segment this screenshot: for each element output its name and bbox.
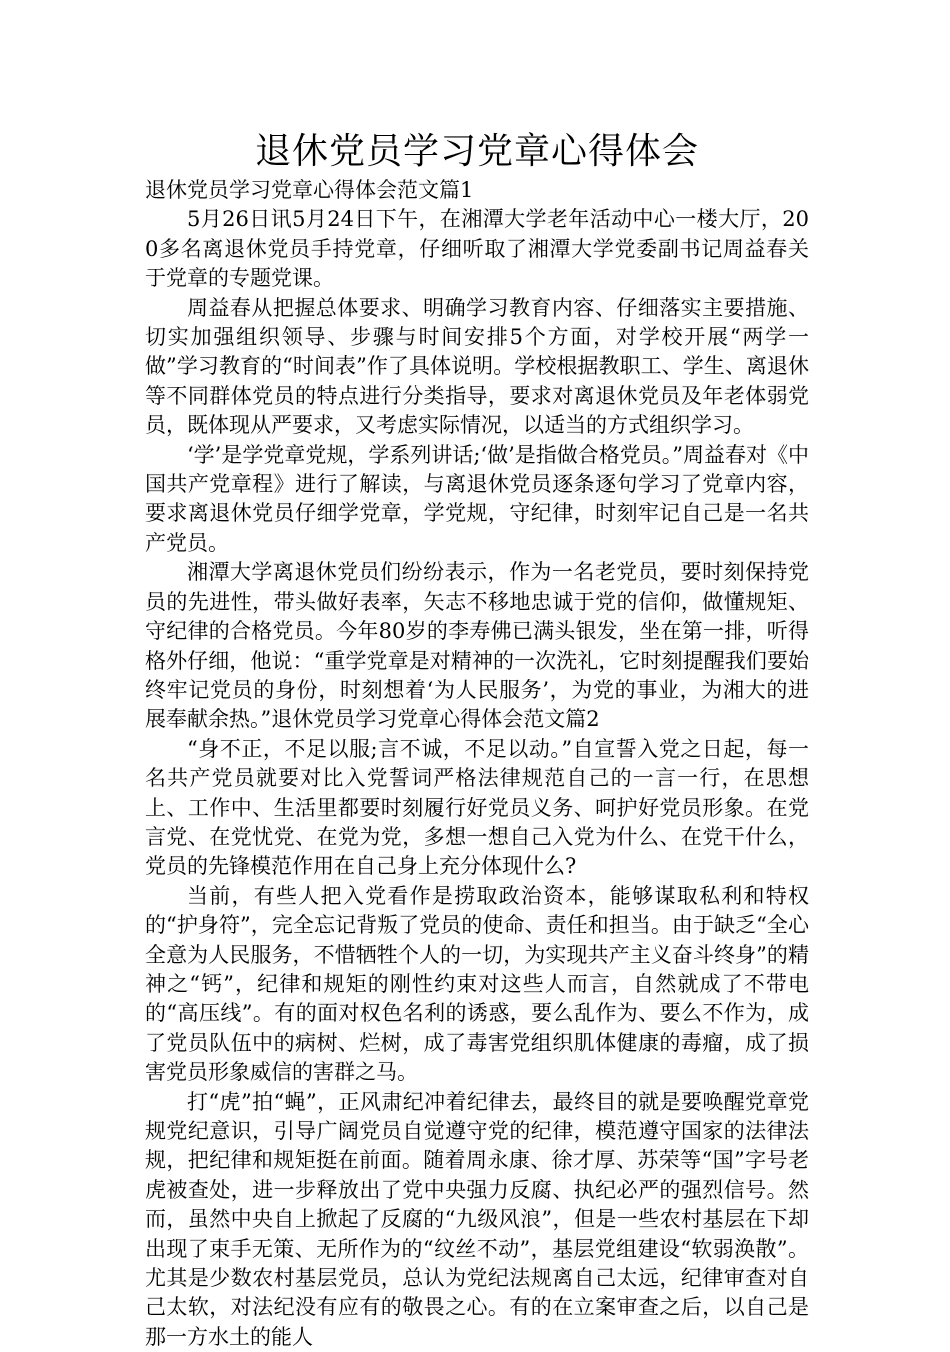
paragraph: 周益春从把握总体要求、明确学习教育内容、仔细落实主要措施、切实加强组织领导、步骤与时间安排5个方面，对学校开展“两学一做”学习教育的“时间表”作了具体说明。学校根据教职工、学生、离退休等不同群体党员的特点进行分类指导，要求对离退休党员及年老体弱党员，既体现从严要求，又考虑实际情况，以适当的方式组织学习。 [145,295,809,438]
paragraph: ‘学’是学党章党规，学系列讲话;‘做’是指做合格党员。”周益春对《中国共产党章程》进行了解读，与离退休党员逐条逐句学习了党章内容，要求离退休党员仔细学党章，学党规，守纪律，时刻牢记自己是一名共产党员。 [145,442,810,555]
paragraph: 湘潭大学离退休党员们纷纷表示，作为一名老党员，要时刻保持党员的先进性，带头做好表率，矢志不移地忠诚于党的信仰，做懂规矩、守纪律的合格党员。今年80岁的李寿佛已满头银发，坐在第一排，听得格外仔细，他说：“重学党章是对精神的一次洗礼，它时刻提醒我们要始终牢记党员的身份，时刻想着‘为人民服务’，为党的事业，为湘大的进展奉献余热。”退休党员学习党章心得体会范文篇2 [145,560,809,732]
section-heading: 退休党员学习党章心得体会范文篇1 [145,178,474,202]
paragraph: 5月26日讯5月24日下午，在湘潭大学老年活动中心一楼大厅，200多名离退休党员手持党章，仔细听取了湘潭大学党委副书记周益春关于党章的专题党课。 [145,207,809,291]
paragraph: 当前，有些人把入党看作是捞取政治资本，能够谋取私利和特权的“护身符”，完全忘记背叛了党员的使命、责任和担当。由于缺乏“全心全意为人民服务，不惜牺牲个人的一切，为实现共产主义奋斗终身”的精神之“钙”，纪律和规矩的刚性约束对这些人而言，自然就成了不带电的“高压线”。有的面对权色名利的诱惑，要么乱作为、要么不作为，成了党员队伍中的病树、烂树，成了毒害党组织肌体健康的毒瘤，成了损害党员形象威信的害群之马。 [145,883,809,1085]
paragraph: “身不正，不足以服;言不诚，不足以动。”自宣誓入党之日起，每一名共产党员就要对比入党誓词严格法律规范自己的一言一行，在思想上、工作中、生活里都要时刻履行好党员义务、呵护好党员形象。在党言党、在党忧党、在党为党，多想一想自己入党为什么、在党干什么，党员的先锋模范作用在自己身上充分体现什么? [145,736,809,879]
paragraph: 打“虎”拍“蝇”，正风肃纪冲着纪律去，最终目的就是要唤醒党章党规党纪意识，引导广阔党员自觉遵守党的纪律，模范遵守国家的法律法规，把纪律和规矩挺在前面。随着周永康、徐才厚、苏荣等“国”字号老虎被查处，进一步释放出了党中央强力反腐、执纪必严的强烈信号。然而，虽然中央自上掀起了反腐的“九级风浪”，但是一些农村基层在下却出现了束手无策、无所作为的“纹丝不动”，基层党组建设“软弱涣散”。尤其是少数农村基层党员，总认为党纪法规离自己太远，纪律审查对自己太软，对法纪没有应有的敬畏之心。有的在立案审查之后，以自己是那一方水土的能人 [145,1089,809,1349]
document-page [145,128,809,1352]
document-title: 退休党员学习党章心得体会 [254,131,699,172]
